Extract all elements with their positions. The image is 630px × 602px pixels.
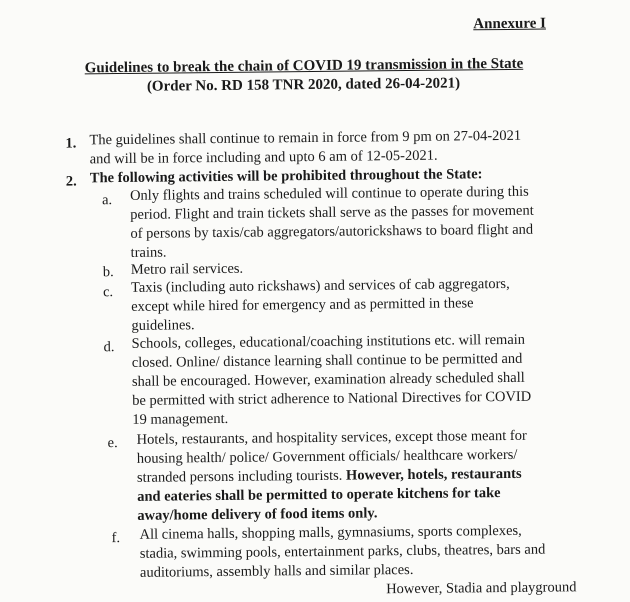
sub-item-f-line: However, Stadia and playground (386, 579, 577, 598)
sub-item-d-letter: d. (103, 339, 115, 356)
sub-item-a-letter: a. (102, 192, 113, 209)
sub-item-d-line: closed. Online/ distance learning shall continue to be permitted and (131, 350, 523, 371)
sub-item-d-line: 19 management. (132, 410, 229, 428)
item-2-number: 2. (65, 173, 77, 190)
item-1-line: The guidelines shall continue to remain in force from 9 pm on 27-04-2021 (89, 127, 522, 149)
document-subtitle: (Order No. RD 158 TNR 2020, dated 26-04-2021) (146, 75, 461, 95)
sub-item-e-line: housing health/ police/ Government officials/ healthcare workers/ (136, 446, 518, 467)
sub-item-f-line: stadia, swimming pools, entertainment parks, clubs, theatres, bars and (139, 541, 546, 562)
sub-item-c-line: except while hired for emergency and as permitted in these (131, 295, 474, 315)
annexure-label: Annexure I (473, 15, 546, 33)
sub-item-e-line: and eateries shall be permitted to operate kitchens for take (137, 485, 501, 505)
sub-item-b-letter: b. (102, 264, 114, 281)
sub-item-c-line: Taxis (including auto rickshaws) and services of cab aggregators, (130, 275, 510, 296)
item-1-line: and will be in force including and upto 6 am of 12-05-2021. (89, 147, 438, 168)
sub-item-e-line: away/home delivery of food items only. (137, 505, 378, 524)
sub-item-a-line: period. Flight and train tickets shall serve as the passes for movement (130, 202, 534, 223)
sub-item-a-line: Only flights and trains scheduled will continue to operate during this (129, 183, 529, 204)
sub-item-c-letter: c. (102, 284, 114, 301)
item-2-heading: The following activities will be prohibited throughout the State: (89, 166, 483, 187)
sub-item-e-letter: e. (107, 435, 118, 452)
sub-item-f-line: All cinema halls, shopping malls, gymnasiums, sports complexes, (139, 522, 522, 543)
sub-item-b-line: Metro rail services. (130, 260, 244, 278)
sub-item-e-line: Hotels, restaurants, and hospitality services, except those meant for (136, 427, 527, 448)
sub-item-a-line: of persons by taxis/cab aggregators/autorickshaws to board flight and (130, 221, 534, 242)
sub-item-d-line: shall be encouraged. However, examination already scheduled shall (131, 369, 525, 390)
sub-item-f-letter: f. (111, 530, 121, 547)
sub-item-a-line: trains. (130, 244, 167, 261)
sub-item-f-line: auditoriums, assembly halls and similar places. (139, 561, 414, 581)
item-1-number: 1. (65, 135, 77, 152)
sub-item-d-line: Schools, colleges, educational/coaching institutions etc. will remain (131, 331, 526, 352)
sub-item-c-line: guidelines. (131, 317, 195, 334)
sub-item-e-text: stranded persons including tourists. (136, 467, 347, 486)
sub-item-d-line: be permitted with strict adherence to National Directives for COVID (132, 388, 532, 409)
sub-item-e-emphasis: However, hotels, restaurants (345, 465, 522, 484)
document-title: Guidelines to break the chain of COVID 19 transmission in the State (84, 55, 524, 77)
sub-item-e-line (137, 466, 522, 487)
